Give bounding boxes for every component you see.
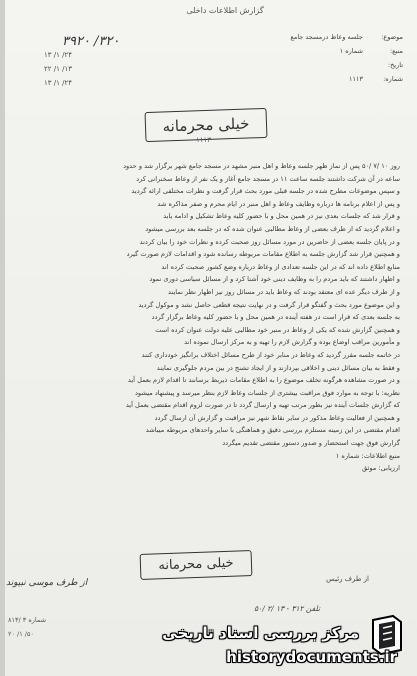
footer-date: ۲۰ /۱ /۵۰ [8,630,34,638]
body-line: منبع اطلاعات: شماره ۱ [335,451,400,460]
body-line: و در صورت مشاهده هرگونه تخلف موضوع را به اطلاع مقامات ذیربط برسانند تا اقدام لازم بعمل آید [127,376,400,385]
handwritten-doc-number: ۳۹۲۰ /۳۲۰ [62,34,120,49]
body-line: و پس از اعلام برنامه ها درباره وظایف وعاظ و اهل منبر در ایام محرم و صفر مذاکره شد [157,199,400,208]
body-line: و همچنین از فعالیت وعاظ مذکور در سایر نقاط شهر نیز مراقبت و گزارش آن ارسال گردد [154,413,400,422]
body-line: و قرار شد که جلسات بعدی نیز در همین محل و با حضور کلیه وعاظ تشکیل و ادامه یابد [163,212,400,221]
body-line: که گزارش جلسات آینده نیز بطور مرتب تهیه و ارسال گردد تا در صورت لزوم اقدام مقتضی بعمل آید [125,401,400,410]
body-line: و این موضوع مورد بحث و گفتگو قرار گرفت و در نهایت نتیجه قطعی حاصل نشد و موکول گردید [138,300,400,309]
header-left-dates [44,48,164,90]
body-line: و در پایان جلسه بعضی از حاضرین در مورد مسائل روز صحبت کرده و نظرات خود را بیان کردند [139,237,400,246]
body-line: و سپس موضوعات مطرح شده در جلسه قبلی مورد بحث قرار گرفت و نظرات مختلفی ارائه گردید [131,187,400,196]
field-value: شماره ۱ [339,47,363,55]
header-field-number [213,72,403,86]
body-line: نظریه: با توجه به موارد فوق مراقبت بیشتری از جلسات وعاظ لازم بنظر میرسد و پیشنهاد میشود [134,388,400,397]
field-value: ۱۱۱۳ [348,75,363,83]
header-field-subject [213,30,403,44]
watermark-url-text: historydocuments.ir [226,648,397,666]
handwritten-signature-note: از طرف موسی نبیوند [6,578,88,588]
body-line: اقدام مقتضی در این زمینه مستلزم بررسی دقیق و هماهنگی با سایر واحدهای مربوطه میباشد [145,426,400,435]
org-title: گزارش اطلاعات داخلی [186,6,264,15]
body-line: روز ۱۰ /۷ /۵۰ پس از نماز ظهر جلسه وعاظ و اهل منبر مشهد در مسجد جامع شهر برگزار شد و حدود [123,162,400,170]
body-line: و همچنین گزارش شده که یکی از وعاظ در منبر خود مطالبی علیه دولت عنوان کرده است [155,325,400,334]
body-line: ارزیابی: موثق [362,464,400,473]
confidential-stamp-top: خیلی محرمانه [145,108,268,142]
body-line: منابع اطلاع داده اند که در این جلسه تعدادی از وعاظ درباره وضع کشور صحبت کرده اند [161,262,400,271]
field-label: شماره: [383,75,403,83]
footer-handwritten-line: تلفن ۳۱۲ - ۱۳ /۲ /۵۰ [254,604,320,613]
body-line: و مأمورین مراقب اوضاع بوده و گزارش لازم را تهیه و به مرکز ارسال نموده اند [184,338,400,347]
body-line: و اظهار داشتند که باید مردم را به وظایف دینی خود آشنا کرد و از مسائل سیاسی دوری نمود [149,275,400,284]
header-fields [213,30,403,86]
body-line: ساعه در آن شرکت داشتند جلسه ساعت ۱۱ در مسجد جامع آغاز و یک نفر از وعاظ سخنرانی کرد [136,174,400,183]
confidential-stamp-bottom: خیلی محرمانه [140,550,253,580]
left-date-row: ۱۳ /۱ /۲۴ [44,79,72,87]
field-label: تاریخ: [387,61,403,69]
body-line: در خاتمه جلسه مقرر گردید که وعاظ در منابر خود از طرح مسائل اختلاف برانگیز خودداری کنند [141,350,400,359]
field-label: منبع: [389,47,403,55]
body-line: و همچنین قرار شد گزارش جلسه به اطلاع مقامات مربوطه رسانده شود و اقدامات لازم صورت گیرد [126,250,400,259]
watermark-persian-text: مرکز بررسی اسناد تاریخی [162,624,359,642]
header-field-source [213,44,403,58]
body-line: به جلسه بعدی که قرار است در هفته آینده در همین محل و با حضور کلیه وعاظ برگزار گردد [151,313,400,322]
left-date-row: ۱۳ /۱ /۲۴ [44,51,72,59]
body-line: و از طرف دیگر عده ای معتقد بودند که وعاظ باید در مسائل روز نیز اظهار نظر نمایند [168,287,400,296]
body-line: و اعلام گردید که از طرف بعضی از وعاظ مطالبی عنوان شده که در جلسه بعد بررسی میشود [145,224,400,233]
sign-number: ۱۱۱۳ [196,136,212,144]
footer-reference: شماره ۳ /۸۱۳ [8,616,47,624]
header-field-date [213,58,403,72]
left-date-row: ۲۲ /۱ /۱۳ [44,65,72,73]
report-body [22,160,400,475]
body-line: گزارش فوق جهت استحضار و صدور دستور مقتضی تقدیم میگردد [222,439,400,448]
watermark [117,606,417,676]
field-value: جلسه وعاظ درمسجد جامع [290,33,363,41]
signature-label: از طرف رئیس [326,575,369,583]
body-line: و فقط به بیان مسائل دینی و اخلاقی بپردازند و از ایجاد تشنج در بین مردم جلوگیری نمایند [156,363,400,372]
scan-edge-shadow [0,0,5,676]
field-label: موضوع: [381,33,403,41]
